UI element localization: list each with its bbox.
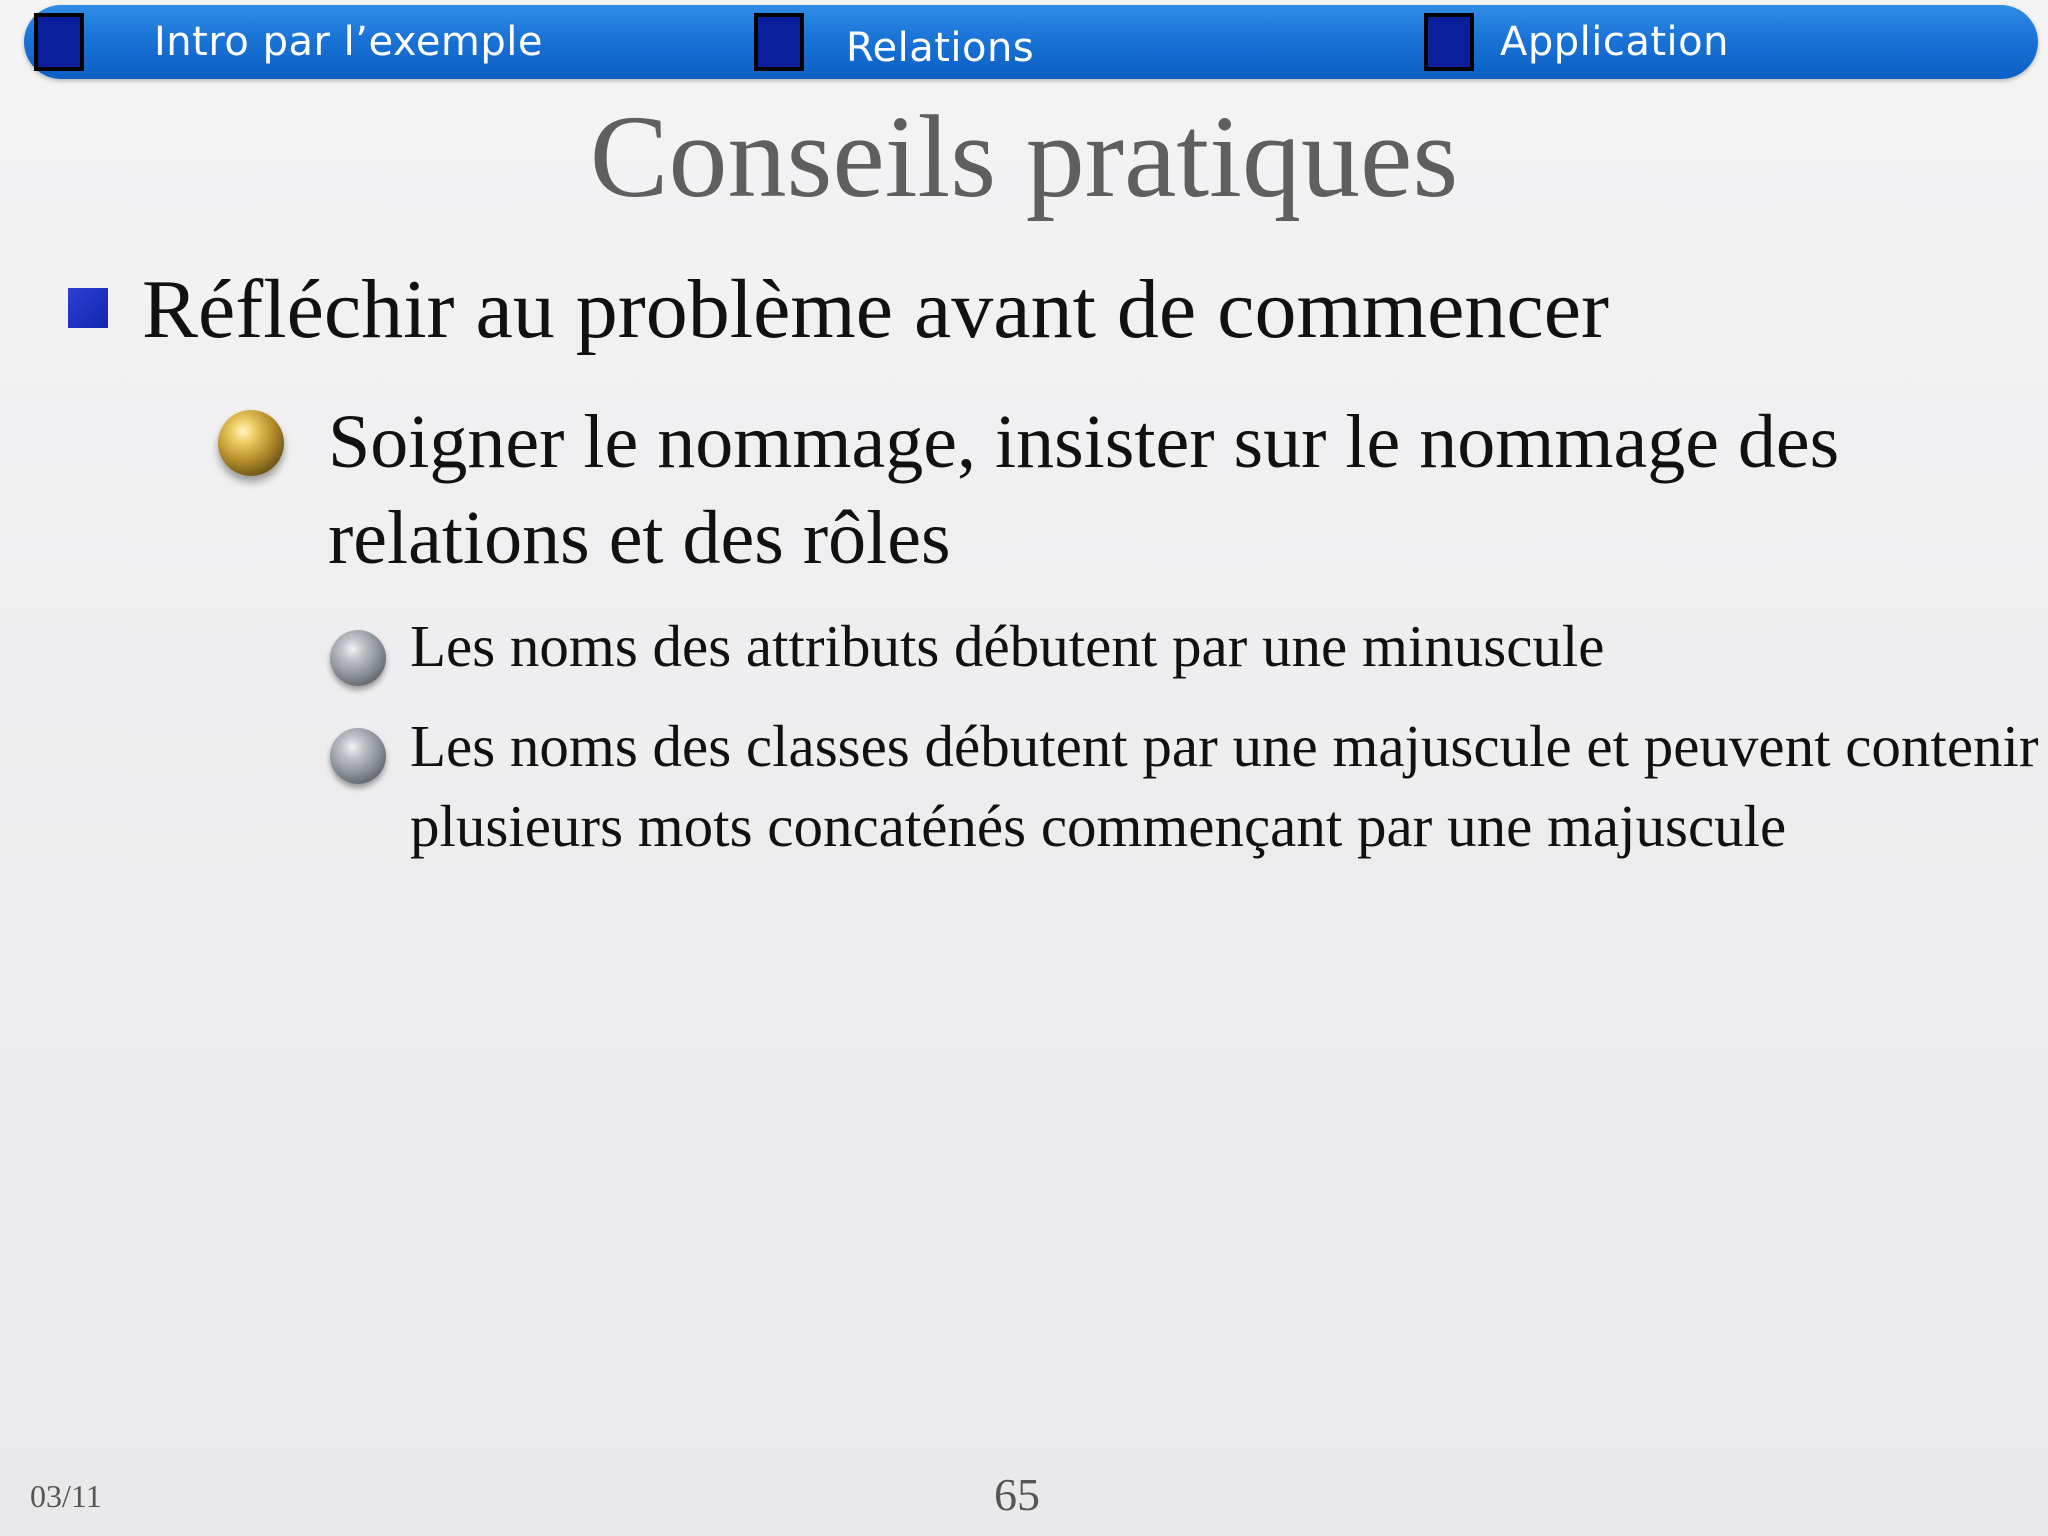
- bullet-text-level1: Réfléchir au problème avant de commencer: [142, 263, 1609, 356]
- gold-sphere-bullet-icon: [218, 410, 284, 476]
- nav-label-application: Application: [1500, 19, 1729, 65]
- blue-square-bullet-icon: [68, 288, 108, 328]
- page-title: Conseils pratiques: [589, 91, 1459, 222]
- nav-label-intro: Intro par l’exemple: [154, 19, 544, 65]
- silver-sphere-bullet-icon: [330, 630, 386, 686]
- footer-date: 03/11: [30, 1478, 102, 1514]
- bullet-text-level3: Les noms des classes débutent par une majuscule et peuvent contenir plusieurs mots concaténés commençant par une majuscule: [410, 713, 2039, 859]
- silver-sphere-bullet-icon: [330, 728, 386, 784]
- page-number: 65: [994, 1469, 1040, 1520]
- nav-square-icon: [34, 13, 84, 71]
- nav-square-icon: [754, 13, 804, 71]
- bullet-text-level3: Les noms des attributs débutent par une minuscule: [410, 613, 1605, 679]
- nav-label-relations: Relations: [846, 25, 1035, 71]
- bullet-text-level2: Soigner le nommage, insister sur le nommage des relations et des rôles: [328, 400, 1840, 580]
- nav-square-icon: [1424, 13, 1474, 71]
- navigation-bar: [24, 5, 2038, 79]
